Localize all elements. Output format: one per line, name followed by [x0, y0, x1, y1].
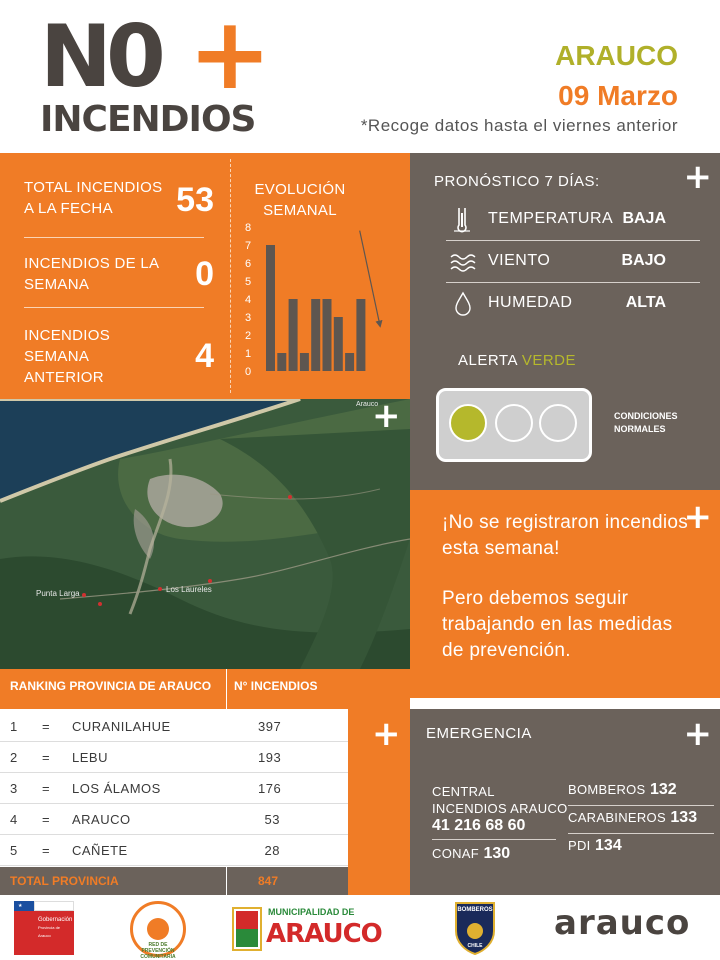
- message-panel: [410, 490, 720, 698]
- forecast-row-humidity: [446, 285, 700, 325]
- rank-trend: =: [42, 781, 51, 796]
- flag-white: [34, 901, 74, 911]
- alert-label: [458, 352, 576, 369]
- forecast-row-wind: [446, 243, 700, 283]
- satellite-map: [0, 399, 410, 669]
- chart-bar: [311, 299, 320, 371]
- wind-icon: [448, 247, 478, 277]
- rank-number: 1: [10, 719, 18, 734]
- y-tick-label: 1: [245, 348, 252, 360]
- rank-trend: =: [42, 719, 51, 734]
- central-number: 41 216 68 60: [432, 817, 526, 834]
- logo-plus: +: [188, 0, 272, 112]
- muni-big-word: ARAUCO: [266, 919, 382, 949]
- map-label: Punta Larga: [36, 589, 80, 598]
- green-light-icon: [449, 404, 487, 442]
- stats-panel: [0, 153, 410, 399]
- carabineros-number: 133: [670, 809, 698, 826]
- bomberos-text: BOMBEROS: [457, 907, 493, 913]
- bomberos-contact: [568, 781, 677, 799]
- fire-count: 176: [258, 781, 282, 796]
- gob-text: [38, 917, 72, 940]
- rank-number: 4: [10, 812, 18, 827]
- carabineros-contact: [568, 809, 697, 827]
- map-label: Los Laureles: [166, 585, 212, 594]
- bomberos-label: BOMBEROS: [568, 782, 646, 797]
- y-tick-label: 5: [245, 276, 252, 288]
- fire-count: 53: [264, 812, 280, 827]
- coat-of-arms-icon: [232, 907, 262, 951]
- commune-name: CURANILAHUE: [72, 719, 171, 734]
- place-title: ARAUCO: [555, 40, 678, 71]
- ranking-row: [0, 804, 348, 835]
- star-icon: ★: [18, 903, 23, 909]
- expand-plus-icon[interactable]: +: [683, 497, 712, 537]
- map-label: Arauco: [356, 401, 379, 408]
- alert-level: VERDE: [521, 352, 576, 369]
- y-tick-label: 3: [245, 312, 252, 324]
- emergency-title: EMERGENCIA: [426, 725, 532, 742]
- pdi-number: 134: [595, 837, 622, 854]
- date-title: 09 Marzo: [558, 80, 678, 111]
- data-note: *Recoge datos hasta el viernes anterior: [360, 116, 678, 135]
- chart-bar: [300, 353, 309, 371]
- commune-name: CAÑETE: [72, 843, 128, 858]
- chart-bar: [266, 245, 275, 371]
- muni-small-text: MUNICIPALIDAD DE: [268, 907, 355, 917]
- map-image: [0, 399, 410, 669]
- divider: [568, 833, 714, 834]
- y-tick-label: 6: [245, 258, 252, 270]
- divider: [226, 867, 227, 895]
- gob-line1: Gobernación: [38, 917, 73, 923]
- rank-trend: =: [42, 750, 51, 765]
- pdi-label: PDI: [568, 838, 591, 853]
- ranking-total-row: [0, 867, 348, 895]
- bomberos-sub: CHILE: [467, 943, 483, 949]
- weekly-evolution-chart: [240, 221, 390, 381]
- forecast-value: ALTA: [625, 294, 666, 311]
- chart-bar: [356, 299, 365, 371]
- forecast-title: PRONÓSTICO 7 DÍAS:: [434, 173, 600, 190]
- thermometer-icon: [448, 205, 478, 235]
- ranking-header: [0, 669, 348, 709]
- total-fires-label: TOTAL INCENDIOS A LA FECHA: [24, 179, 163, 217]
- municipalidad-logo: [232, 903, 382, 955]
- shield-green: [236, 929, 258, 947]
- divider: [432, 839, 556, 840]
- light-off-icon: [539, 404, 577, 442]
- ranking-row: [0, 835, 348, 866]
- total-fires-value: 53: [176, 181, 214, 219]
- commune-name: LOS ÁLAMOS: [72, 781, 161, 796]
- divider: [568, 805, 714, 806]
- drop-icon: [448, 289, 478, 319]
- conaf-contact: [432, 845, 510, 861]
- forecast-value: BAJA: [622, 210, 666, 227]
- bomberos-logo: [452, 901, 498, 955]
- y-tick-label: 4: [245, 294, 252, 306]
- ranking-row: [0, 773, 348, 804]
- ranking-title: RANKING PROVINCIA DE ARAUCO: [10, 679, 212, 693]
- rank-trend: =: [42, 843, 51, 858]
- prev-week-fires-label: INCENDIOS SEMANA ANTERIOR: [24, 327, 111, 386]
- forecast-name: HUMEDAD: [488, 294, 573, 311]
- conaf-number: 130: [483, 845, 511, 861]
- ranking-row: [0, 742, 348, 773]
- conditions-label: CONDICIONES NORMALES: [614, 411, 678, 434]
- dashed-divider: [230, 159, 231, 393]
- fire-count: 28: [264, 843, 280, 858]
- shield-red: [236, 911, 258, 929]
- expand-plus-icon[interactable]: +: [372, 399, 401, 436]
- message-prevention: Pero debemos seguir trabajando en las medidas de prevención.: [442, 588, 673, 661]
- expand-plus-icon[interactable]: +: [683, 714, 712, 754]
- chart-bar: [345, 353, 354, 371]
- arauco-company-logo: arauco: [554, 903, 691, 943]
- prev-week-fires-value: 4: [195, 337, 214, 375]
- pdi-contact: [568, 837, 622, 855]
- fire-count: 193: [258, 750, 282, 765]
- red-prevencion-text: RED DE PREVENCIÓN COMUNITARIA: [140, 942, 176, 960]
- chart-title: EVOLUCIÓN SEMANAL: [254, 181, 346, 219]
- central-label: CENTRAL INCENDIOS ARAUCO: [432, 784, 568, 816]
- commune-name: LEBU: [72, 750, 108, 765]
- gobernacion-logo: [14, 901, 74, 955]
- forecast-name: VIENTO: [488, 252, 551, 269]
- total-label: TOTAL PROVINCIA: [10, 874, 119, 888]
- light-off-icon: [495, 404, 533, 442]
- rank-number: 3: [10, 781, 18, 796]
- divider: [24, 237, 204, 238]
- divider: [226, 669, 227, 709]
- footer-logos: [0, 895, 720, 960]
- alert-prefix: ALERTA: [458, 352, 518, 369]
- ranking-side-panel: [348, 669, 410, 895]
- expand-plus-icon[interactable]: +: [372, 714, 401, 754]
- message-no-fires: ¡No se registraron incendios esta semana!: [442, 512, 689, 559]
- total-value: 847: [258, 874, 279, 888]
- forecast-value: BAJO: [621, 252, 666, 269]
- y-tick-label: 7: [245, 240, 252, 252]
- forecast-panel: [410, 153, 720, 490]
- logo-no: N0: [40, 7, 160, 107]
- ranking-row: [0, 711, 348, 742]
- y-tick-label: 0: [245, 366, 252, 378]
- carabineros-label: CARABINEROS: [568, 810, 666, 825]
- week-fires-value: 0: [195, 255, 214, 293]
- chart-bar: [323, 299, 332, 371]
- muni-big-text: [266, 919, 382, 949]
- divider: [24, 307, 204, 308]
- hand-icon: [147, 918, 169, 940]
- conaf-label: CONAF: [432, 846, 479, 861]
- emergency-panel: [410, 709, 720, 895]
- bomberos-number: 132: [649, 781, 677, 798]
- chart-bar: [277, 353, 286, 371]
- expand-plus-icon[interactable]: +: [683, 157, 712, 197]
- y-tick-label: 2: [245, 330, 252, 342]
- week-fires-label: INCENDIOS DE LA SEMANA: [24, 255, 159, 293]
- commune-name: ARAUCO: [72, 812, 131, 827]
- chart-bar: [334, 317, 343, 371]
- gob-line2: Provincia de Arauco: [38, 925, 61, 938]
- fire-count: 397: [258, 719, 282, 734]
- rank-trend: =: [42, 812, 51, 827]
- forecast-name: TEMPERATURA: [488, 210, 614, 227]
- logo-incendios: INCENDIOS: [40, 99, 256, 140]
- forecast-row-temperature: [446, 201, 700, 241]
- y-tick-label: 8: [245, 222, 252, 234]
- traffic-light: [436, 388, 592, 462]
- rank-number: 2: [10, 750, 18, 765]
- chart-bar: [289, 299, 298, 371]
- ranking-count-header: N° INCENDIOS: [234, 679, 318, 693]
- red-prevencion-logo: [130, 901, 186, 960]
- ranking-table: [0, 709, 348, 867]
- rank-number: 5: [10, 843, 18, 858]
